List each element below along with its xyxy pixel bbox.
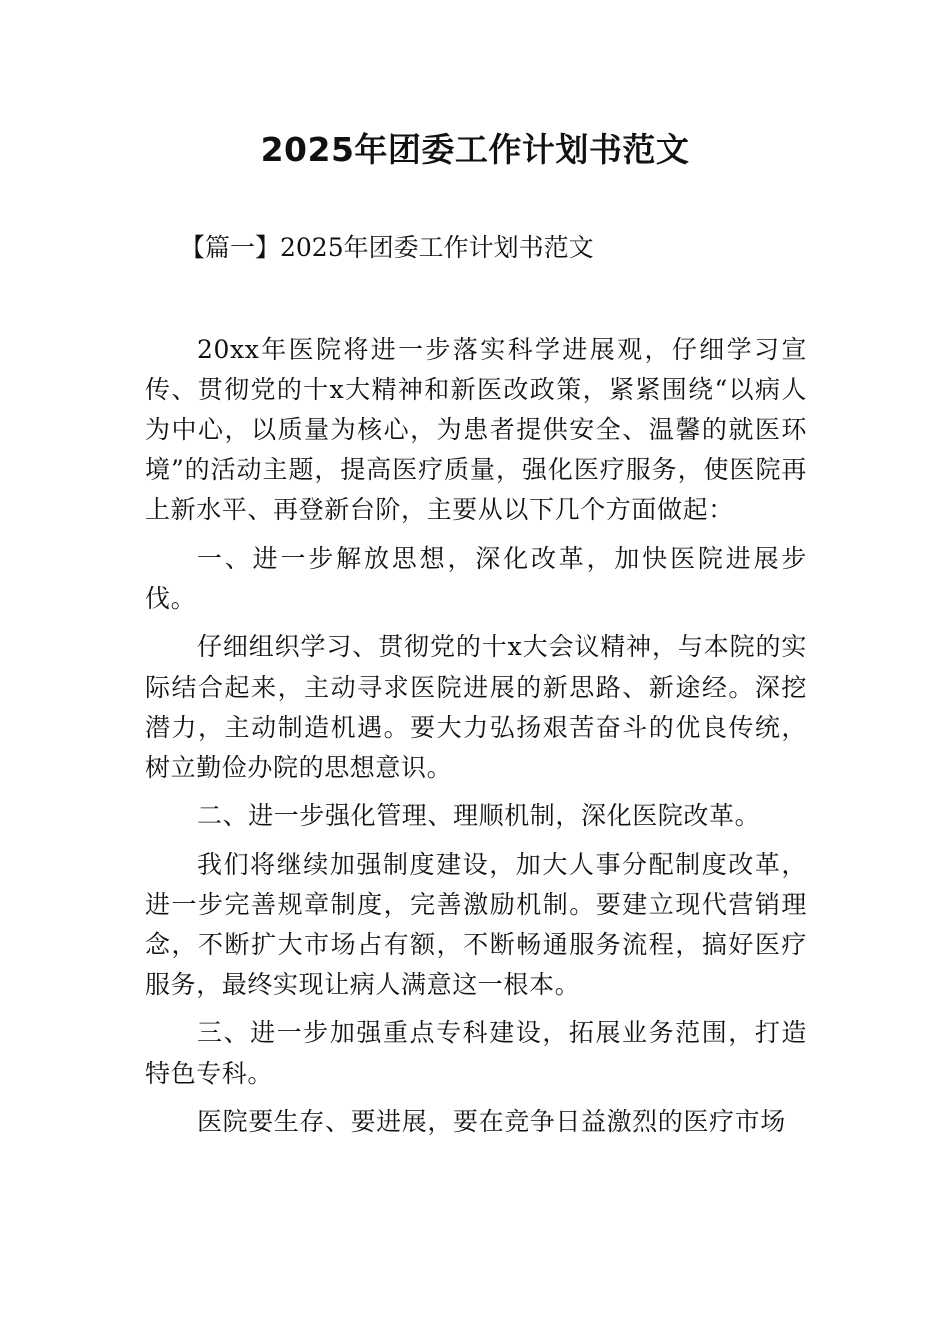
paragraph-body-3: 医院要生存、要进展，要在竞争日益激烈的医疗市场 [197,1107,786,1137]
section-heading: 【篇一】2025年团委工作计划书范文 [180,233,594,262]
paragraph-heading-1: 一、进一步解放思想，深化改革，加快医院进展步伐。 [145,543,807,613]
paragraph-heading-2: 二、进一步强化管理、理顺机制，深化医院改革。 [197,801,761,831]
paragraph-body-1: 仔细组织学习、贯彻党的十x大会议精神，与本院的实际结合起来，主动寻求医院进展的新思路、新途经。深挖潜力，主动制造机遇。要大力弘扬艰苦奋斗的优良传统，树立勤俭办院的思想意识。 [145,632,807,782]
document-title: 2025年团委工作计划书范文 [260,130,690,169]
paragraph-intro: 20xx年医院将进一步落实科学进展观，仔细学习宣传、贯彻党的十x大精神和新医改政策，紧紧围绕“以病人为中心，以质量为核心，为患者提供安全、温馨的就医环境”的活动主题，提高医疗质量，强化医疗服务，使医院再上新水平、再登新台阶，主要从以下几个方面做起： [145,335,807,525]
paragraph-heading-3: 三、进一步加强重点专科建设，拓展业务范围，打造特色专科。 [145,1018,807,1088]
paragraph-body-2: 我们将继续加强制度建设，加大人事分配制度改革，进一步完善规章制度，完善激励机制。要建立现代营销理念，不断扩大市场占有额，不断畅通服务流程，搞好医疗服务，最终实现让病人满意这一根本。 [145,849,807,999]
document-body [145,330,807,1151]
